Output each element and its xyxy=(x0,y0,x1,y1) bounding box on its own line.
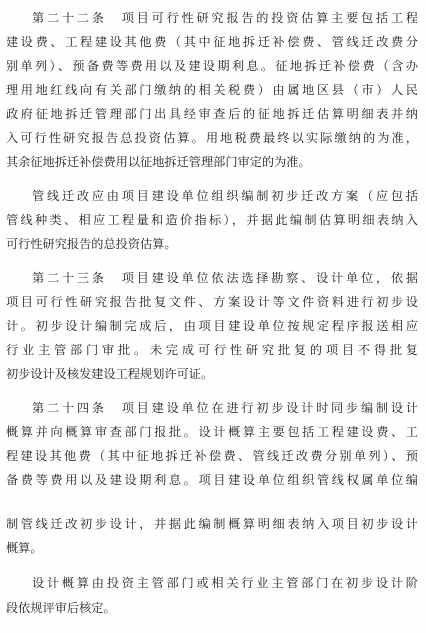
article-22-line-7: 其余征地拆迁补偿费用以征地拆迁管理部门审定的为准。 xyxy=(6,155,311,169)
pipeline-relocation-line-1: 管线迁改应由项目建设单位组织编制初步迁改方案（应包括 xyxy=(32,189,418,203)
pipeline-relocation-line-3: 可行性研究报告的总投资估算。 xyxy=(6,237,177,251)
article-22-line-3: 别单列）、预备费等费用以及建设期利息。征地拆迁补偿费（含办 xyxy=(6,59,418,73)
article-23-line-3: 计。初步设计编制完成后，由项目建设单位按规定程序报送相应 xyxy=(6,319,418,333)
article-24-line-6: 概算。 xyxy=(6,541,43,555)
article-22-line-2: 建设费、工程建设其他费（其中征地拆迁补偿费、管线迁改费分 xyxy=(6,35,418,49)
article-22-line-1: 第二十二条 项目可行性研究报告的投资估算主要包括工程 xyxy=(32,11,418,25)
article-22-line-6: 入可行性研究报告总投资估算。用地税费最终以实际缴纳的为准， xyxy=(6,131,418,145)
article-23-line-4: 行业主管部门审批。未完成可行性研究批复的项目不得批复 xyxy=(6,343,418,357)
article-22-line-4: 理用地红线向有关部门缴纳的相关税费）由属地区县（市）人民 xyxy=(6,83,418,97)
design-estimate-review-line-2: 段依规评审后核定。 xyxy=(6,601,116,615)
article-22-line-5: 政府征地拆迁管理部门出具经审查后的征地拆迁估算明细表并纳 xyxy=(6,107,418,121)
article-23-line-2: 项目可行性研究报告批复文件、方案设计等文件资料进行初步设 xyxy=(6,295,418,309)
article-24-line-4: 备费等费用以及建设期利息。项目建设单位组织管线权属单位编 xyxy=(6,473,418,487)
article-23-line-1: 第二十三条 项目建设单位依法选择勘察、设计单位，依据 xyxy=(32,271,418,285)
article-24-line-1: 第二十四条 项目建设单位在进行初步设计时同步编制设计 xyxy=(32,401,418,415)
article-24-line-2: 概算并向概算审查部门报批。设计概算主要包括工程建设费、工 xyxy=(6,425,418,439)
article-24-line-5: 制管线迁改初步设计，并据此编制概算明细表纳入项目初步设计 xyxy=(6,517,418,531)
pipeline-relocation-line-2: 管线种类、相应工程量和造价指标），并据此编制估算明细表纳入 xyxy=(6,213,418,227)
article-23-line-5: 初步设计及核发建设工程规划许可证。 xyxy=(6,367,214,381)
article-24-line-3: 程建设其他费（其中征地拆迁补偿费、管线迁改费分别单列）、预 xyxy=(6,449,418,463)
design-estimate-review-line-1: 设计概算由投资主管部门或相关行业主管部门在初步设计阶 xyxy=(32,576,418,590)
